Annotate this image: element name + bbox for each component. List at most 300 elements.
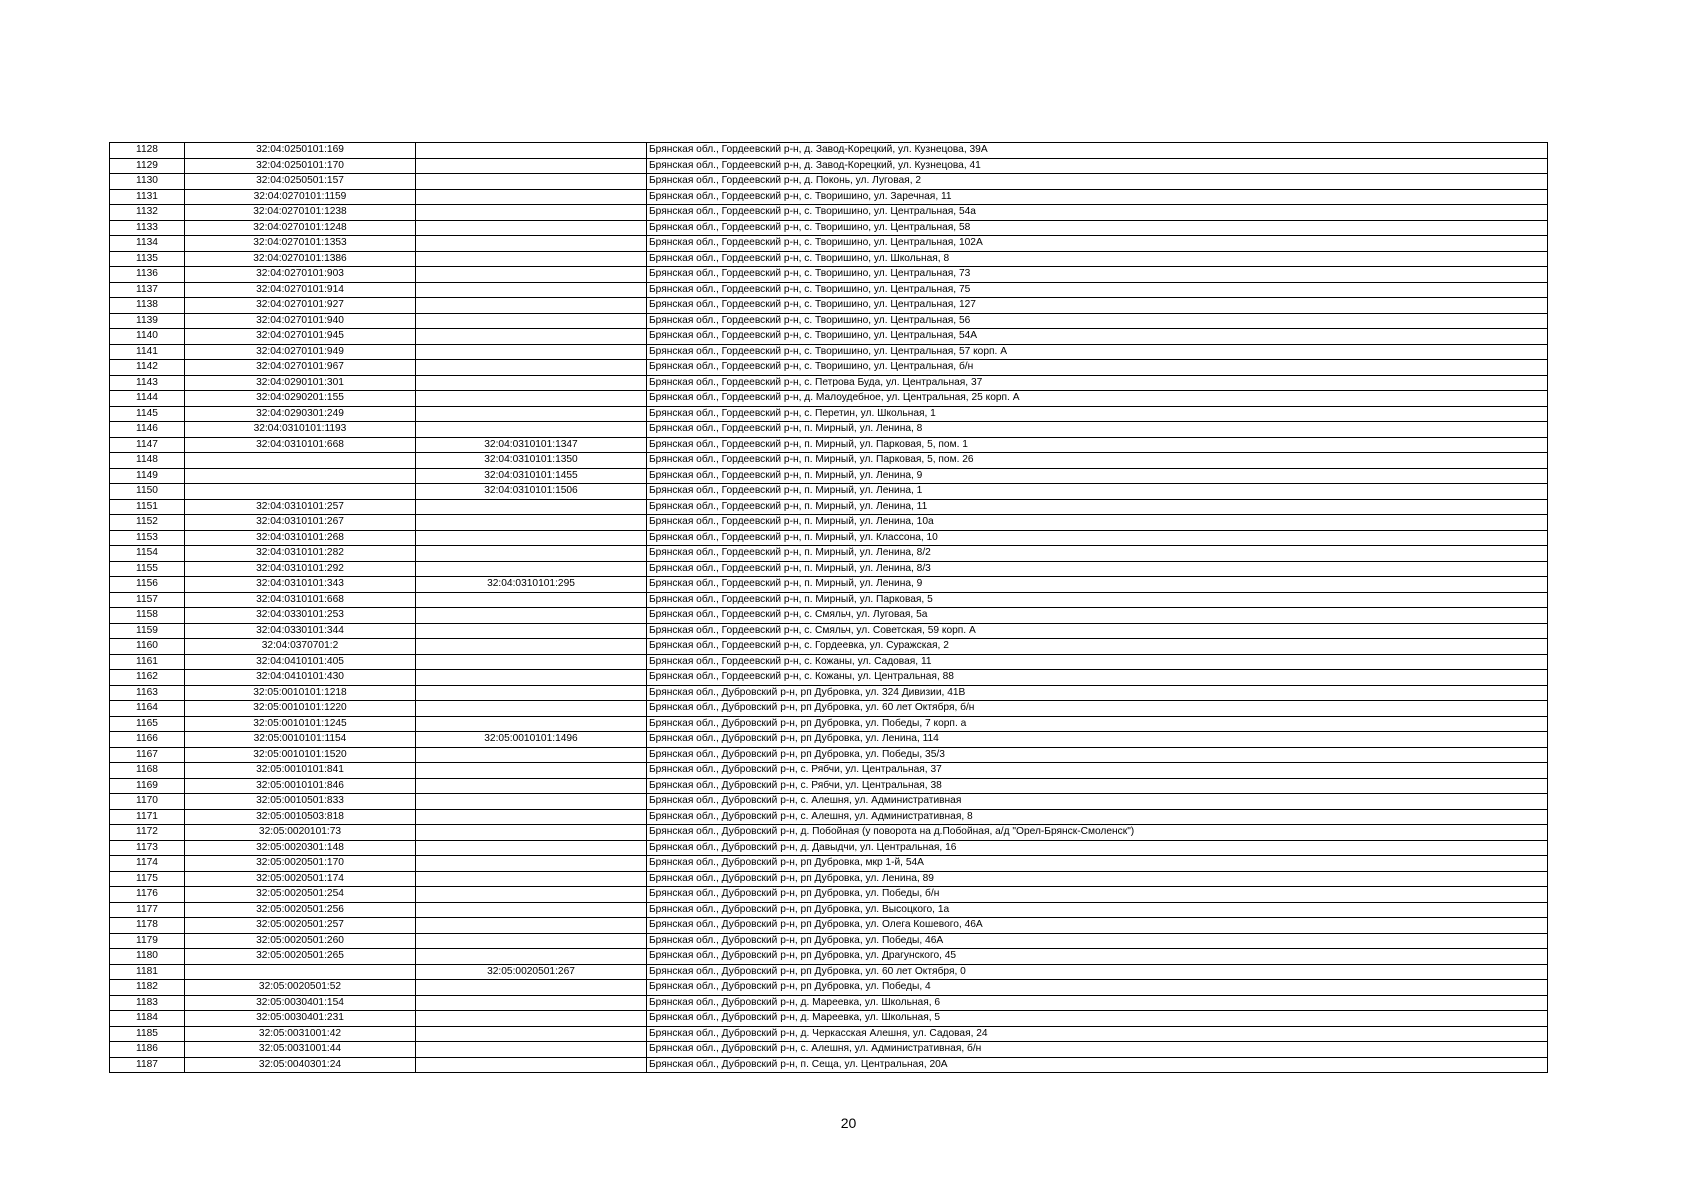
table-row — [110, 189, 1548, 205]
secondary-cadastral-number-cell — [416, 313, 647, 329]
row-number-cell: 1143 — [110, 375, 185, 391]
secondary-cadastral-number-cell — [416, 515, 647, 531]
address-cell: Брянская обл., Гордеевский р-н, с. Творишино, ул. Центральная, б/н — [647, 360, 1548, 376]
cadastral-number-cell: 32:05:0020301:148 — [185, 840, 416, 856]
row-number-cell: 1178 — [110, 918, 185, 934]
table-row — [110, 530, 1548, 546]
cadastral-number-cell: 32:04:0290201:155 — [185, 391, 416, 407]
cadastral-number-cell — [185, 453, 416, 469]
table-row — [110, 933, 1548, 949]
secondary-cadastral-number-cell — [416, 298, 647, 314]
row-number-cell: 1153 — [110, 530, 185, 546]
address-cell: Брянская обл., Дубровский р-н, рп Дубровка, ул. Победы, 7 корп. а — [647, 716, 1548, 732]
row-number-cell: 1131 — [110, 189, 185, 205]
secondary-cadastral-number-cell — [416, 267, 647, 283]
table-row — [110, 515, 1548, 531]
secondary-cadastral-number-cell — [416, 1057, 647, 1073]
secondary-cadastral-number-cell — [416, 530, 647, 546]
row-number-cell: 1157 — [110, 592, 185, 608]
row-number-cell: 1130 — [110, 174, 185, 190]
table-row — [110, 236, 1548, 252]
address-cell: Брянская обл., Гордеевский р-н, п. Мирный, ул. Ленина, 9 — [647, 468, 1548, 484]
cadastral-number-cell: 32:05:0020501:265 — [185, 949, 416, 965]
table-row — [110, 980, 1548, 996]
address-cell: Брянская обл., Гордеевский р-н, с. Творишино, ул. Центральная, 58 — [647, 220, 1548, 236]
row-number-cell: 1151 — [110, 499, 185, 515]
address-cell: Брянская обл., Гордеевский р-н, с. Творишино, ул. Центральная, 73 — [647, 267, 1548, 283]
row-number-cell: 1144 — [110, 391, 185, 407]
row-number-cell: 1128 — [110, 143, 185, 159]
cadastral-number-cell: 32:04:0330101:344 — [185, 623, 416, 639]
row-number-cell: 1138 — [110, 298, 185, 314]
table-row — [110, 205, 1548, 221]
table-row — [110, 267, 1548, 283]
cadastral-number-cell: 32:05:0030401:231 — [185, 1011, 416, 1027]
address-cell: Брянская обл., Гордеевский р-н, д. Завод-Корецкий, ул. Кузнецова, 41 — [647, 158, 1548, 174]
table-row — [110, 809, 1548, 825]
cadastral-number-cell: 32:05:0010101:1154 — [185, 732, 416, 748]
cadastral-number-cell: 32:04:0250101:169 — [185, 143, 416, 159]
address-cell: Брянская обл., Дубровский р-н, рп Дубровка, ул. 324 Дивизии, 41В — [647, 685, 1548, 701]
table-row — [110, 251, 1548, 267]
table-row — [110, 453, 1548, 469]
table-row — [110, 995, 1548, 1011]
row-number-cell: 1176 — [110, 887, 185, 903]
address-cell: Брянская обл., Гордеевский р-н, п. Мирный, ул. Ленина, 9 — [647, 577, 1548, 593]
row-number-cell: 1171 — [110, 809, 185, 825]
table-row — [110, 1057, 1548, 1073]
address-cell: Брянская обл., Дубровский р-н, рп Дубровка, мкр 1-й, 54А — [647, 856, 1548, 872]
address-cell: Брянская обл., Дубровский р-н, с. Алешня, ул. Административная, 8 — [647, 809, 1548, 825]
row-number-cell: 1142 — [110, 360, 185, 376]
table-row — [110, 499, 1548, 515]
table-row — [110, 654, 1548, 670]
address-cell: Брянская обл., Дубровский р-н, д. Черкасская Алешня, ул. Садовая, 24 — [647, 1026, 1548, 1042]
row-number-cell: 1150 — [110, 484, 185, 500]
row-number-cell: 1156 — [110, 577, 185, 593]
row-number-cell: 1141 — [110, 344, 185, 360]
address-cell: Брянская обл., Гордеевский р-н, п. Мирный, ул. Классона, 10 — [647, 530, 1548, 546]
row-number-cell: 1147 — [110, 437, 185, 453]
secondary-cadastral-number-cell — [416, 406, 647, 422]
table-row — [110, 1042, 1548, 1058]
table-row — [110, 716, 1548, 732]
secondary-cadastral-number-cell — [416, 701, 647, 717]
row-number-cell: 1167 — [110, 747, 185, 763]
table-row — [110, 577, 1548, 593]
address-cell: Брянская обл., Гордеевский р-н, д. Поконь, ул. Луговая, 2 — [647, 174, 1548, 190]
address-cell: Брянская обл., Дубровский р-н, с. Алешня, ул. Административная — [647, 794, 1548, 810]
row-number-cell: 1162 — [110, 670, 185, 686]
cadastral-number-cell — [185, 468, 416, 484]
row-number-cell: 1166 — [110, 732, 185, 748]
cadastral-number-cell: 32:05:0010101:846 — [185, 778, 416, 794]
secondary-cadastral-number-cell — [416, 375, 647, 391]
table-row — [110, 623, 1548, 639]
table-row — [110, 437, 1548, 453]
secondary-cadastral-number-cell — [416, 158, 647, 174]
secondary-cadastral-number-cell — [416, 623, 647, 639]
row-number-cell: 1177 — [110, 902, 185, 918]
row-number-cell: 1173 — [110, 840, 185, 856]
secondary-cadastral-number-cell — [416, 546, 647, 562]
secondary-cadastral-number-cell — [416, 670, 647, 686]
cadastral-number-cell: 32:04:0310101:668 — [185, 592, 416, 608]
table-row — [110, 840, 1548, 856]
table-row — [110, 964, 1548, 980]
cadastral-number-cell — [185, 484, 416, 500]
address-cell: Брянская обл., Дубровский р-н, с. Рябчи, ул. Центральная, 37 — [647, 763, 1548, 779]
table-row — [110, 701, 1548, 717]
cadastral-number-cell: 32:05:0020501:260 — [185, 933, 416, 949]
cadastral-number-cell: 32:04:0310101:343 — [185, 577, 416, 593]
secondary-cadastral-number-cell — [416, 499, 647, 515]
secondary-cadastral-number-cell — [416, 608, 647, 624]
secondary-cadastral-number-cell: 32:05:0020501:267 — [416, 964, 647, 980]
table-row — [110, 561, 1548, 577]
cadastral-number-cell: 32:05:0010101:1218 — [185, 685, 416, 701]
address-cell: Брянская обл., Гордеевский р-н, п. Мирный, ул. Парковая, 5, пом. 26 — [647, 453, 1548, 469]
cadastral-number-cell: 32:04:0410101:430 — [185, 670, 416, 686]
address-cell: Брянская обл., Дубровский р-н, рп Дубровка, ул. Ленина, 89 — [647, 871, 1548, 887]
address-cell: Брянская обл., Дубровский р-н, с. Рябчи, ул. Центральная, 38 — [647, 778, 1548, 794]
address-cell: Брянская обл., Гордеевский р-н, с. Творишино, ул. Центральная, 75 — [647, 282, 1548, 298]
cadastral-number-cell: 32:04:0310101:268 — [185, 530, 416, 546]
table-row — [110, 158, 1548, 174]
row-number-cell: 1184 — [110, 1011, 185, 1027]
address-cell: Брянская обл., Дубровский р-н, рп Дубровка, ул. Победы, 4 — [647, 980, 1548, 996]
cadastral-number-cell: 32:04:0270101:945 — [185, 329, 416, 345]
table-row — [110, 468, 1548, 484]
table-row — [110, 887, 1548, 903]
address-cell: Брянская обл., Гордеевский р-н, с. Творишино, ул. Центральная, 56 — [647, 313, 1548, 329]
cadastral-number-cell: 32:04:0370701:2 — [185, 639, 416, 655]
table-row — [110, 778, 1548, 794]
address-cell: Брянская обл., Гордеевский р-н, с. Творишино, ул. Школьная, 8 — [647, 251, 1548, 267]
table-row — [110, 298, 1548, 314]
cadastral-number-cell — [185, 964, 416, 980]
cadastral-number-cell: 32:05:0020501:52 — [185, 980, 416, 996]
row-number-cell: 1187 — [110, 1057, 185, 1073]
cadastral-number-cell: 32:05:0020501:170 — [185, 856, 416, 872]
table-row — [110, 546, 1548, 562]
table-row — [110, 825, 1548, 841]
row-number-cell: 1165 — [110, 716, 185, 732]
secondary-cadastral-number-cell: 32:04:0310101:1455 — [416, 468, 647, 484]
row-number-cell: 1155 — [110, 561, 185, 577]
row-number-cell: 1145 — [110, 406, 185, 422]
secondary-cadastral-number-cell — [416, 1026, 647, 1042]
secondary-cadastral-number-cell — [416, 887, 647, 903]
secondary-cadastral-number-cell — [416, 1011, 647, 1027]
secondary-cadastral-number-cell — [416, 329, 647, 345]
cadastral-number-cell: 32:04:0310101:292 — [185, 561, 416, 577]
cadastral-number-cell: 32:04:0270101:940 — [185, 313, 416, 329]
cadastral-number-cell: 32:05:0010101:1245 — [185, 716, 416, 732]
secondary-cadastral-number-cell — [416, 809, 647, 825]
address-cell: Брянская обл., Дубровский р-н, д. Мареевка, ул. Школьная, 5 — [647, 1011, 1548, 1027]
address-cell: Брянская обл., Гордеевский р-н, с. Петрова Буда, ул. Центральная, 37 — [647, 375, 1548, 391]
table-row — [110, 391, 1548, 407]
cadastral-number-cell: 32:04:0270101:1159 — [185, 189, 416, 205]
table-row — [110, 747, 1548, 763]
address-cell: Брянская обл., Гордеевский р-н, с. Гордеевка, ул. Суражская, 2 — [647, 639, 1548, 655]
secondary-cadastral-number-cell: 32:04:0310101:1506 — [416, 484, 647, 500]
table-row — [110, 592, 1548, 608]
cadastral-number-cell: 32:04:0270101:967 — [185, 360, 416, 376]
secondary-cadastral-number-cell — [416, 174, 647, 190]
table-row — [110, 220, 1548, 236]
secondary-cadastral-number-cell — [416, 1042, 647, 1058]
secondary-cadastral-number-cell — [416, 561, 647, 577]
row-number-cell: 1137 — [110, 282, 185, 298]
cadastral-number-cell: 32:05:0010101:1220 — [185, 701, 416, 717]
table-row — [110, 871, 1548, 887]
table-row — [110, 313, 1548, 329]
row-number-cell: 1129 — [110, 158, 185, 174]
address-cell: Брянская обл., Гордеевский р-н, с. Творишино, ул. Центральная, 54А — [647, 329, 1548, 345]
cadastral-number-cell: 32:04:0250501:157 — [185, 174, 416, 190]
secondary-cadastral-number-cell: 32:04:0310101:1347 — [416, 437, 647, 453]
row-number-cell: 1186 — [110, 1042, 185, 1058]
secondary-cadastral-number-cell — [416, 360, 647, 376]
cadastral-number-cell: 32:04:0290301:249 — [185, 406, 416, 422]
secondary-cadastral-number-cell — [416, 871, 647, 887]
property-table — [109, 142, 1548, 1073]
table-row — [110, 1011, 1548, 1027]
table-row — [110, 856, 1548, 872]
address-cell: Брянская обл., Гордеевский р-н, п. Мирный, ул. Ленина, 8 — [647, 422, 1548, 438]
table-body — [110, 143, 1548, 1073]
secondary-cadastral-number-cell — [416, 592, 647, 608]
cadastral-number-cell: 32:04:0250101:170 — [185, 158, 416, 174]
secondary-cadastral-number-cell — [416, 949, 647, 965]
cadastral-number-cell: 32:04:0310101:1193 — [185, 422, 416, 438]
row-number-cell: 1140 — [110, 329, 185, 345]
cadastral-number-cell: 32:04:0270101:1353 — [185, 236, 416, 252]
address-cell: Брянская обл., Гордеевский р-н, с. Кожаны, ул. Садовая, 11 — [647, 654, 1548, 670]
cadastral-number-cell: 32:04:0310101:257 — [185, 499, 416, 515]
address-cell: Брянская обл., Гордеевский р-н, с. Творишино, ул. Заречная, 11 — [647, 189, 1548, 205]
address-cell: Брянская обл., Дубровский р-н, рп Дубровка, ул. 60 лет Октября, 0 — [647, 964, 1548, 980]
address-cell: Брянская обл., Дубровский р-н, рп Дубровка, ул. 60 лет Октября, б/н — [647, 701, 1548, 717]
secondary-cadastral-number-cell — [416, 778, 647, 794]
address-cell: Брянская обл., Гордеевский р-н, с. Перетин, ул. Школьная, 1 — [647, 406, 1548, 422]
secondary-cadastral-number-cell — [416, 995, 647, 1011]
cadastral-number-cell: 32:05:0020101:73 — [185, 825, 416, 841]
address-cell: Брянская обл., Гордеевский р-н, п. Мирный, ул. Ленина, 11 — [647, 499, 1548, 515]
row-number-cell: 1181 — [110, 964, 185, 980]
address-cell: Брянская обл., Дубровский р-н, д. Побойная (у поворота на д.Побойная, а/д "Орел-Брянск-Смоленск") — [647, 825, 1548, 841]
row-number-cell: 1161 — [110, 654, 185, 670]
cadastral-number-cell: 32:04:0310101:267 — [185, 515, 416, 531]
table-row — [110, 282, 1548, 298]
row-number-cell: 1148 — [110, 453, 185, 469]
address-cell: Брянская обл., Дубровский р-н, рп Дубровка, ул. Олега Кошевого, 46А — [647, 918, 1548, 934]
address-cell: Брянская обл., Гордеевский р-н, с. Творишино, ул. Центральная, 102А — [647, 236, 1548, 252]
address-cell: Брянская обл., Гордеевский р-н, п. Мирный, ул. Ленина, 1 — [647, 484, 1548, 500]
secondary-cadastral-number-cell — [416, 980, 647, 996]
table-row — [110, 422, 1548, 438]
table-row — [110, 143, 1548, 159]
row-number-cell: 1179 — [110, 933, 185, 949]
row-number-cell: 1175 — [110, 871, 185, 887]
row-number-cell: 1134 — [110, 236, 185, 252]
address-cell: Брянская обл., Гордеевский р-н, с. Кожаны, ул. Центральная, 88 — [647, 670, 1548, 686]
row-number-cell: 1135 — [110, 251, 185, 267]
secondary-cadastral-number-cell — [416, 391, 647, 407]
address-cell: Брянская обл., Дубровский р-н, рп Дубровка, ул. Высоцкого, 1а — [647, 902, 1548, 918]
cadastral-number-cell: 32:05:0040301:24 — [185, 1057, 416, 1073]
row-number-cell: 1159 — [110, 623, 185, 639]
table-row — [110, 375, 1548, 391]
address-cell: Брянская обл., Гордеевский р-н, д. Завод-Корецкий, ул. Кузнецова, 39А — [647, 143, 1548, 159]
row-number-cell: 1172 — [110, 825, 185, 841]
address-cell: Брянская обл., Гордеевский р-н, п. Мирный, ул. Парковая, 5 — [647, 592, 1548, 608]
cadastral-number-cell: 32:04:0270101:1386 — [185, 251, 416, 267]
secondary-cadastral-number-cell — [416, 251, 647, 267]
address-cell: Брянская обл., Дубровский р-н, рп Дубровка, ул. Победы, 46А — [647, 933, 1548, 949]
row-number-cell: 1185 — [110, 1026, 185, 1042]
secondary-cadastral-number-cell: 32:05:0010101:1496 — [416, 732, 647, 748]
address-cell: Брянская обл., Гордеевский р-н, д. Малоудебное, ул. Центральная, 25 корп. А — [647, 391, 1548, 407]
row-number-cell: 1168 — [110, 763, 185, 779]
row-number-cell: 1146 — [110, 422, 185, 438]
row-number-cell: 1158 — [110, 608, 185, 624]
cadastral-number-cell: 32:05:0010501:833 — [185, 794, 416, 810]
secondary-cadastral-number-cell — [416, 716, 647, 732]
cadastral-number-cell: 32:04:0270101:903 — [185, 267, 416, 283]
row-number-cell: 1164 — [110, 701, 185, 717]
cadastral-number-cell: 32:04:0310101:668 — [185, 437, 416, 453]
cadastral-number-cell: 32:04:0330101:253 — [185, 608, 416, 624]
table-row — [110, 174, 1548, 190]
table-row — [110, 406, 1548, 422]
secondary-cadastral-number-cell — [416, 918, 647, 934]
table-row — [110, 763, 1548, 779]
address-cell: Брянская обл., Гордеевский р-н, п. Мирный, ул. Ленина, 8/2 — [647, 546, 1548, 562]
cadastral-number-cell: 32:05:0030401:154 — [185, 995, 416, 1011]
cadastral-number-cell: 32:05:0031001:42 — [185, 1026, 416, 1042]
secondary-cadastral-number-cell — [416, 685, 647, 701]
cadastral-number-cell: 32:05:0020501:257 — [185, 918, 416, 934]
secondary-cadastral-number-cell: 32:04:0310101:295 — [416, 577, 647, 593]
address-cell: Брянская обл., Дубровский р-н, рп Дубровка, ул. Победы, б/н — [647, 887, 1548, 903]
page-number: 20 — [840, 1115, 857, 1131]
secondary-cadastral-number-cell — [416, 763, 647, 779]
table-row — [110, 484, 1548, 500]
row-number-cell: 1139 — [110, 313, 185, 329]
table-row — [110, 918, 1548, 934]
secondary-cadastral-number-cell — [416, 282, 647, 298]
address-cell: Брянская обл., Дубровский р-н, д. Мареевка, ул. Школьная, 6 — [647, 995, 1548, 1011]
table-row — [110, 794, 1548, 810]
secondary-cadastral-number-cell — [416, 825, 647, 841]
table-row — [110, 1026, 1548, 1042]
cadastral-number-cell: 32:05:0010101:841 — [185, 763, 416, 779]
secondary-cadastral-number-cell — [416, 794, 647, 810]
secondary-cadastral-number-cell — [416, 143, 647, 159]
address-cell: Брянская обл., Гордеевский р-н, с. Творишино, ул. Центральная, 127 — [647, 298, 1548, 314]
cadastral-number-cell: 32:05:0020501:256 — [185, 902, 416, 918]
row-number-cell: 1183 — [110, 995, 185, 1011]
secondary-cadastral-number-cell — [416, 654, 647, 670]
cadastral-number-cell: 32:04:0270101:1238 — [185, 205, 416, 221]
row-number-cell: 1180 — [110, 949, 185, 965]
cadastral-number-cell: 32:04:0270101:949 — [185, 344, 416, 360]
row-number-cell: 1160 — [110, 639, 185, 655]
address-cell: Брянская обл., Дубровский р-н, с. Алешня, ул. Административная, б/н — [647, 1042, 1548, 1058]
secondary-cadastral-number-cell — [416, 933, 647, 949]
row-number-cell: 1149 — [110, 468, 185, 484]
table-row — [110, 360, 1548, 376]
row-number-cell: 1132 — [110, 205, 185, 221]
secondary-cadastral-number-cell — [416, 205, 647, 221]
cadastral-number-cell: 32:05:0031001:44 — [185, 1042, 416, 1058]
row-number-cell: 1152 — [110, 515, 185, 531]
secondary-cadastral-number-cell — [416, 747, 647, 763]
secondary-cadastral-number-cell — [416, 902, 647, 918]
cadastral-number-cell: 32:05:0020501:174 — [185, 871, 416, 887]
address-cell: Брянская обл., Гордеевский р-н, с. Смяльч, ул. Луговая, 5а — [647, 608, 1548, 624]
address-cell: Брянская обл., Дубровский р-н, рп Дубровка, ул. Победы, 35/3 — [647, 747, 1548, 763]
address-cell: Брянская обл., Гордеевский р-н, с. Смяльч, ул. Советская, 59 корп. А — [647, 623, 1548, 639]
address-cell: Брянская обл., Гордеевский р-н, п. Мирный, ул. Ленина, 10а — [647, 515, 1548, 531]
row-number-cell: 1170 — [110, 794, 185, 810]
table-row — [110, 670, 1548, 686]
cadastral-number-cell: 32:04:0270101:927 — [185, 298, 416, 314]
table-row — [110, 608, 1548, 624]
address-cell: Брянская обл., Гордеевский р-н, с. Творишино, ул. Центральная, 54а — [647, 205, 1548, 221]
table-row — [110, 732, 1548, 748]
table-row — [110, 344, 1548, 360]
cadastral-number-cell: 32:05:0010101:1520 — [185, 747, 416, 763]
row-number-cell: 1182 — [110, 980, 185, 996]
secondary-cadastral-number-cell — [416, 344, 647, 360]
table-row — [110, 902, 1548, 918]
cadastral-number-cell: 32:04:0310101:282 — [185, 546, 416, 562]
row-number-cell: 1163 — [110, 685, 185, 701]
cadastral-number-cell: 32:05:0020501:254 — [185, 887, 416, 903]
table-row — [110, 639, 1548, 655]
secondary-cadastral-number-cell — [416, 422, 647, 438]
address-cell: Брянская обл., Гордеевский р-н, п. Мирный, ул. Парковая, 5, пом. 1 — [647, 437, 1548, 453]
row-number-cell: 1174 — [110, 856, 185, 872]
table-row — [110, 685, 1548, 701]
table-row — [110, 329, 1548, 345]
secondary-cadastral-number-cell: 32:04:0310101:1350 — [416, 453, 647, 469]
row-number-cell: 1154 — [110, 546, 185, 562]
address-cell: Брянская обл., Гордеевский р-н, п. Мирный, ул. Ленина, 8/3 — [647, 561, 1548, 577]
secondary-cadastral-number-cell — [416, 236, 647, 252]
row-number-cell: 1133 — [110, 220, 185, 236]
row-number-cell: 1169 — [110, 778, 185, 794]
cadastral-number-cell: 32:04:0410101:405 — [185, 654, 416, 670]
cadastral-number-cell: 32:04:0290101:301 — [185, 375, 416, 391]
table-row — [110, 949, 1548, 965]
row-number-cell: 1136 — [110, 267, 185, 283]
cadastral-number-cell: 32:05:0010503:818 — [185, 809, 416, 825]
cadastral-number-cell: 32:04:0270101:1248 — [185, 220, 416, 236]
secondary-cadastral-number-cell — [416, 220, 647, 236]
secondary-cadastral-number-cell — [416, 189, 647, 205]
secondary-cadastral-number-cell — [416, 639, 647, 655]
cadastral-number-cell: 32:04:0270101:914 — [185, 282, 416, 298]
address-cell: Брянская обл., Дубровский р-н, рп Дубровка, ул. Драгунского, 45 — [647, 949, 1548, 965]
secondary-cadastral-number-cell — [416, 840, 647, 856]
secondary-cadastral-number-cell — [416, 856, 647, 872]
address-cell: Брянская обл., Гордеевский р-н, с. Творишино, ул. Центральная, 57 корп. А — [647, 344, 1548, 360]
